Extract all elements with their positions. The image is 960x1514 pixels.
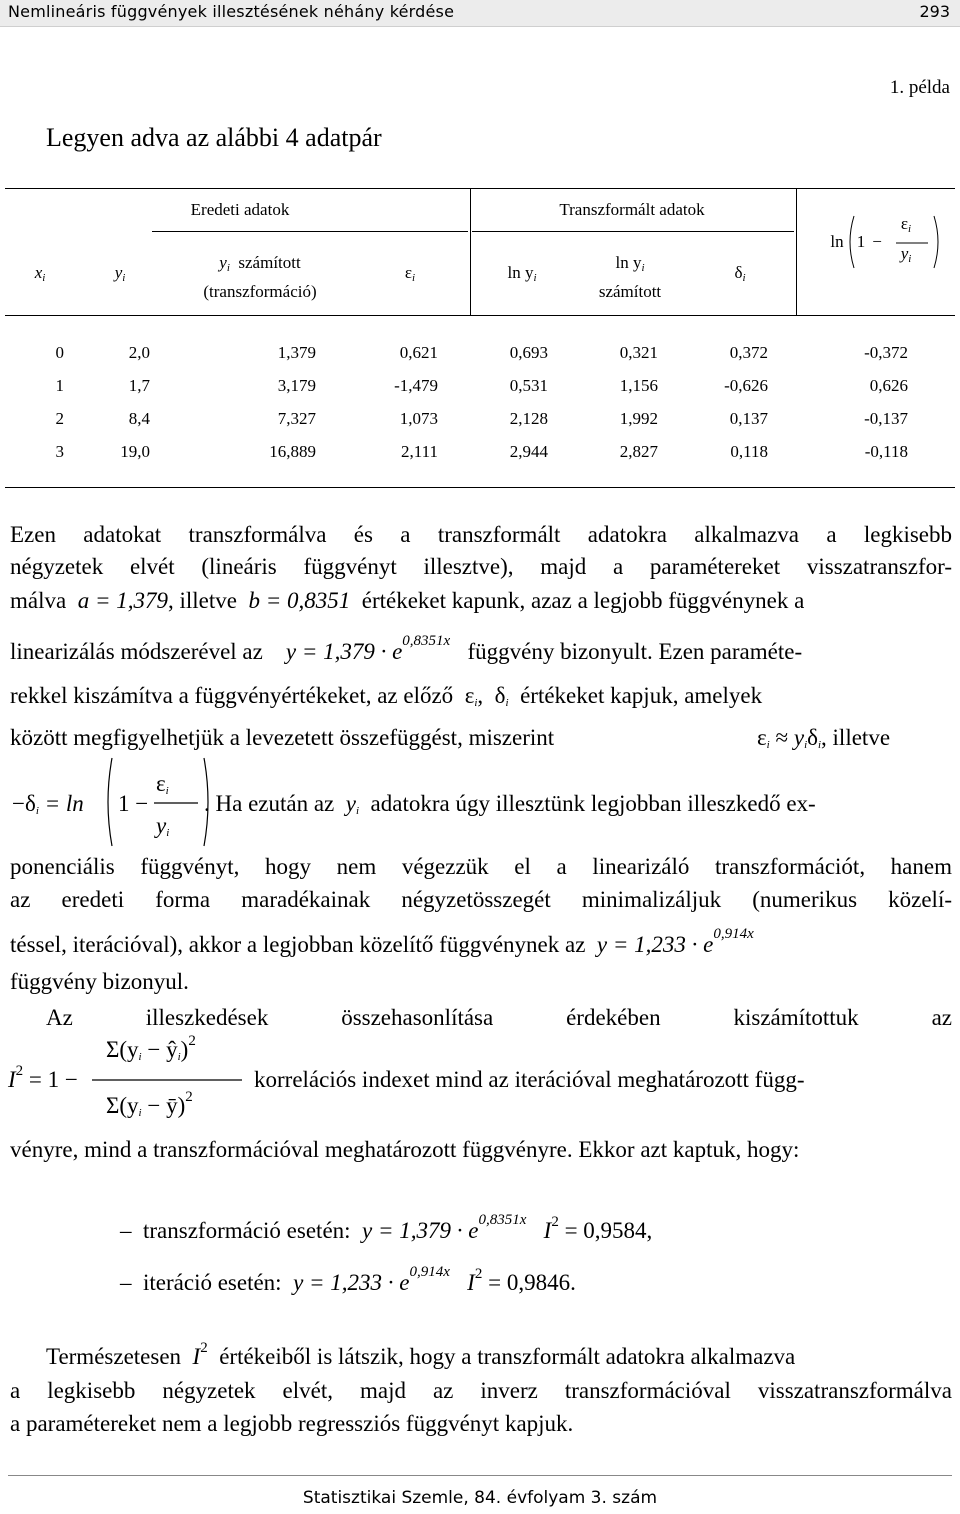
table-cell: 0,137 xyxy=(729,409,768,428)
table-cell: 2,128 xyxy=(509,409,548,428)
table-cell: 8,4 xyxy=(128,409,150,428)
col-header-y-calc-note: (transzformáció) xyxy=(203,282,317,301)
paragraph-2-line-3: vényre, mind a transzformációval meghatározott függvényre. Ekkor azt kaptuk, hogy: xyxy=(10,1137,800,1162)
delta-formula-eps: $\varepsilon_i$ xyxy=(156,771,169,797)
paragraph-1-line-6: között megfigyelhetjük a levezetett összefüggést, miszerint xyxy=(10,725,555,750)
group-transformed-label: Transzformált adatok xyxy=(559,200,705,219)
paragraph-1-line-8: ponenciális függvényt, hogy nem végezzük el a linearizáló transzformációt, hanem xyxy=(10,854,952,879)
table-cell: -0,137 xyxy=(864,409,908,428)
paragraph-3-line-3: a paramétereket nem a legjobb regressziós függvényt kapjuk. xyxy=(10,1411,574,1436)
col-header-last-minus: − xyxy=(872,232,882,251)
col-header-last-y: $y_i$ xyxy=(900,244,912,265)
table-cell: 1,073 xyxy=(399,409,438,428)
table-cell: 1,992 xyxy=(619,409,658,428)
table-cell: 0,372 xyxy=(729,343,768,362)
table-cell: 0,118 xyxy=(730,442,768,461)
col-header-y: $y_i$ xyxy=(114,263,126,284)
col-header-eps: $\varepsilon_i$ xyxy=(404,263,416,284)
group-separator xyxy=(470,188,471,315)
paragraph-1-line-2: négyzetek elvét (lineáris függvényt illesztve), majd a paramétereket visszatranszfor- xyxy=(10,554,952,579)
paragraph-2-line-1: Az illeszkedések összehasonlítása érdekében kiszámítottuk az xyxy=(46,1005,952,1030)
paragraph-1-line-11: függvény bizonyul. xyxy=(10,969,189,994)
table-cell: 2,111 xyxy=(401,442,438,461)
bullet-iteration: – iteráció esetén: $y = 1,233 \cdot e^{0,914x}$ $I^2 = 0,9846$. xyxy=(120,1264,576,1295)
table-cell: -0,118 xyxy=(864,442,908,461)
delta-formula-lhs: $-\delta_i = \ln$ xyxy=(12,791,84,817)
delta-formula-y: $y_i$ xyxy=(156,813,170,839)
relation-eps-approx: $\varepsilon_i \approx y_i\delta_i$, illetve xyxy=(757,725,891,751)
group-original-label: Eredeti adatok xyxy=(190,200,290,219)
table-cell: 3 xyxy=(55,442,64,461)
paragraph-1-line-1: Ezen adatokat transzformálva és a transzformált adatokra alkalmazva a legkisebb xyxy=(10,522,952,547)
paragraph-2-line-2: korrelációs indexet mind az iterációval meghatározott függ- xyxy=(254,1067,805,1092)
table-cell: 1,379 xyxy=(277,343,316,362)
group-separator-right xyxy=(796,188,797,315)
delta-formula-one: 1 − xyxy=(118,791,149,816)
table-cell: 16,889 xyxy=(269,442,316,461)
running-title: Nemlineáris függvények illesztésének néhány kérdése xyxy=(8,2,455,21)
table-cell: 0,621 xyxy=(399,343,438,362)
table-cell: -0,372 xyxy=(864,343,908,362)
paragraph-1-line-4: linearizálás módszerével az $y = 1,379 \cdot e^{0,8351x}$ függvény bizonyult. Ezen paraméte- xyxy=(10,633,803,664)
table-cell: 2 xyxy=(55,409,64,428)
table-cell: 3,179 xyxy=(277,376,316,395)
paragraph-1-line-3: málva a = 1,379, illetve b = 0,8351 értékeket kapunk, azaz a legjobb függvénynek a xyxy=(10,588,805,613)
col-header-last-eps: $\varepsilon_i$ xyxy=(900,214,912,235)
table-cell: 1,156 xyxy=(619,376,658,395)
table-cell: 0,626 xyxy=(869,376,908,395)
paragraph-3-line-2: a legkisebb négyzetek elvét, majd az inverz transzformációval visszatranszformálva xyxy=(10,1378,952,1403)
table-cell: 0,321 xyxy=(619,343,658,362)
table-header-rule xyxy=(5,315,955,316)
col-header-x: $x_i$ xyxy=(34,263,46,284)
group-rule-original xyxy=(152,231,468,232)
col-header-y-calc: $y_i$ számított xyxy=(219,253,301,274)
example-label: 1. példa xyxy=(889,77,950,98)
col-header-delta: $\delta_i$ xyxy=(734,263,746,284)
footer-rule xyxy=(8,1475,952,1476)
table-cell: 2,0 xyxy=(128,343,150,362)
bullet-transformation: – transzformáció esetén: $y = 1,379 \cdot e^{0,8351x}$ $I^2 = 0,9584$, xyxy=(120,1212,653,1243)
paragraph-1-line-10: téssel, iterációval), akkor a legjobban közelítő függvénynek az $y = 1,233 \cdot e^{0,914x}$ xyxy=(10,926,754,957)
paragraph-3-line-1: Természetesen $I^2$ értékeiből is látszik, hogy a transzformált adatokra alkalmazva xyxy=(46,1340,796,1369)
table-cell: 0,693 xyxy=(509,343,548,362)
table-cell: 19,0 xyxy=(120,442,150,461)
col-header-last-ln: ln xyxy=(830,232,844,251)
page-number: 293 xyxy=(919,2,950,21)
table-cell: -1,479 xyxy=(394,376,438,395)
table-cell: 1,7 xyxy=(128,376,150,395)
col-header-last-one: 1 xyxy=(856,232,866,251)
table-cell: 2,944 xyxy=(509,442,548,461)
table-bottom-rule xyxy=(5,487,955,488)
table-cell: 1 xyxy=(55,376,64,395)
table-top-rule xyxy=(5,188,955,189)
correlation-index-denominator: $\Sigma(y_i$ − ȳ)$^2$ xyxy=(106,1089,193,1119)
col-header-lny-calc: $\ln y_i$ xyxy=(615,253,645,274)
table-cell: 0,531 xyxy=(509,376,548,395)
col-header-lny: $\ln y_i$ xyxy=(507,263,537,284)
correlation-index-lhs: $I^2 = 1$ − xyxy=(8,1063,78,1092)
group-rule-transformed xyxy=(472,231,794,232)
table-cell: -0,626 xyxy=(724,376,768,395)
table-cell: 2,827 xyxy=(619,442,658,461)
paragraph-1-line-5: rekkel kiszámítva a függvényértékeket, az előző $\varepsilon_i$, $\delta_i$ értékeket kapjuk, amelyek xyxy=(10,683,763,709)
table-cell: 7,327 xyxy=(277,409,316,428)
paragraph-1-line-9: az eredeti forma maradékainak négyzetösszegét minimalizáljuk (numerikus közelí- xyxy=(10,887,952,912)
correlation-index-numerator: $\Sigma(y_i$ − $ŷ_i)^2$ xyxy=(106,1033,196,1063)
paragraph-1-line-7: . Ha ezután az $y_i$ adatokra úgy illesztünk legjobban illeszkedő ex- xyxy=(204,791,816,817)
journal-footer: Statisztikai Szemle, 84. évfolyam 3. szám xyxy=(302,1488,658,1508)
intro-sentence: Legyen adva az alábbi 4 adatpár xyxy=(46,123,382,152)
table-cell: 0 xyxy=(55,343,64,362)
col-header-lny-calc-word: számított xyxy=(598,282,662,301)
